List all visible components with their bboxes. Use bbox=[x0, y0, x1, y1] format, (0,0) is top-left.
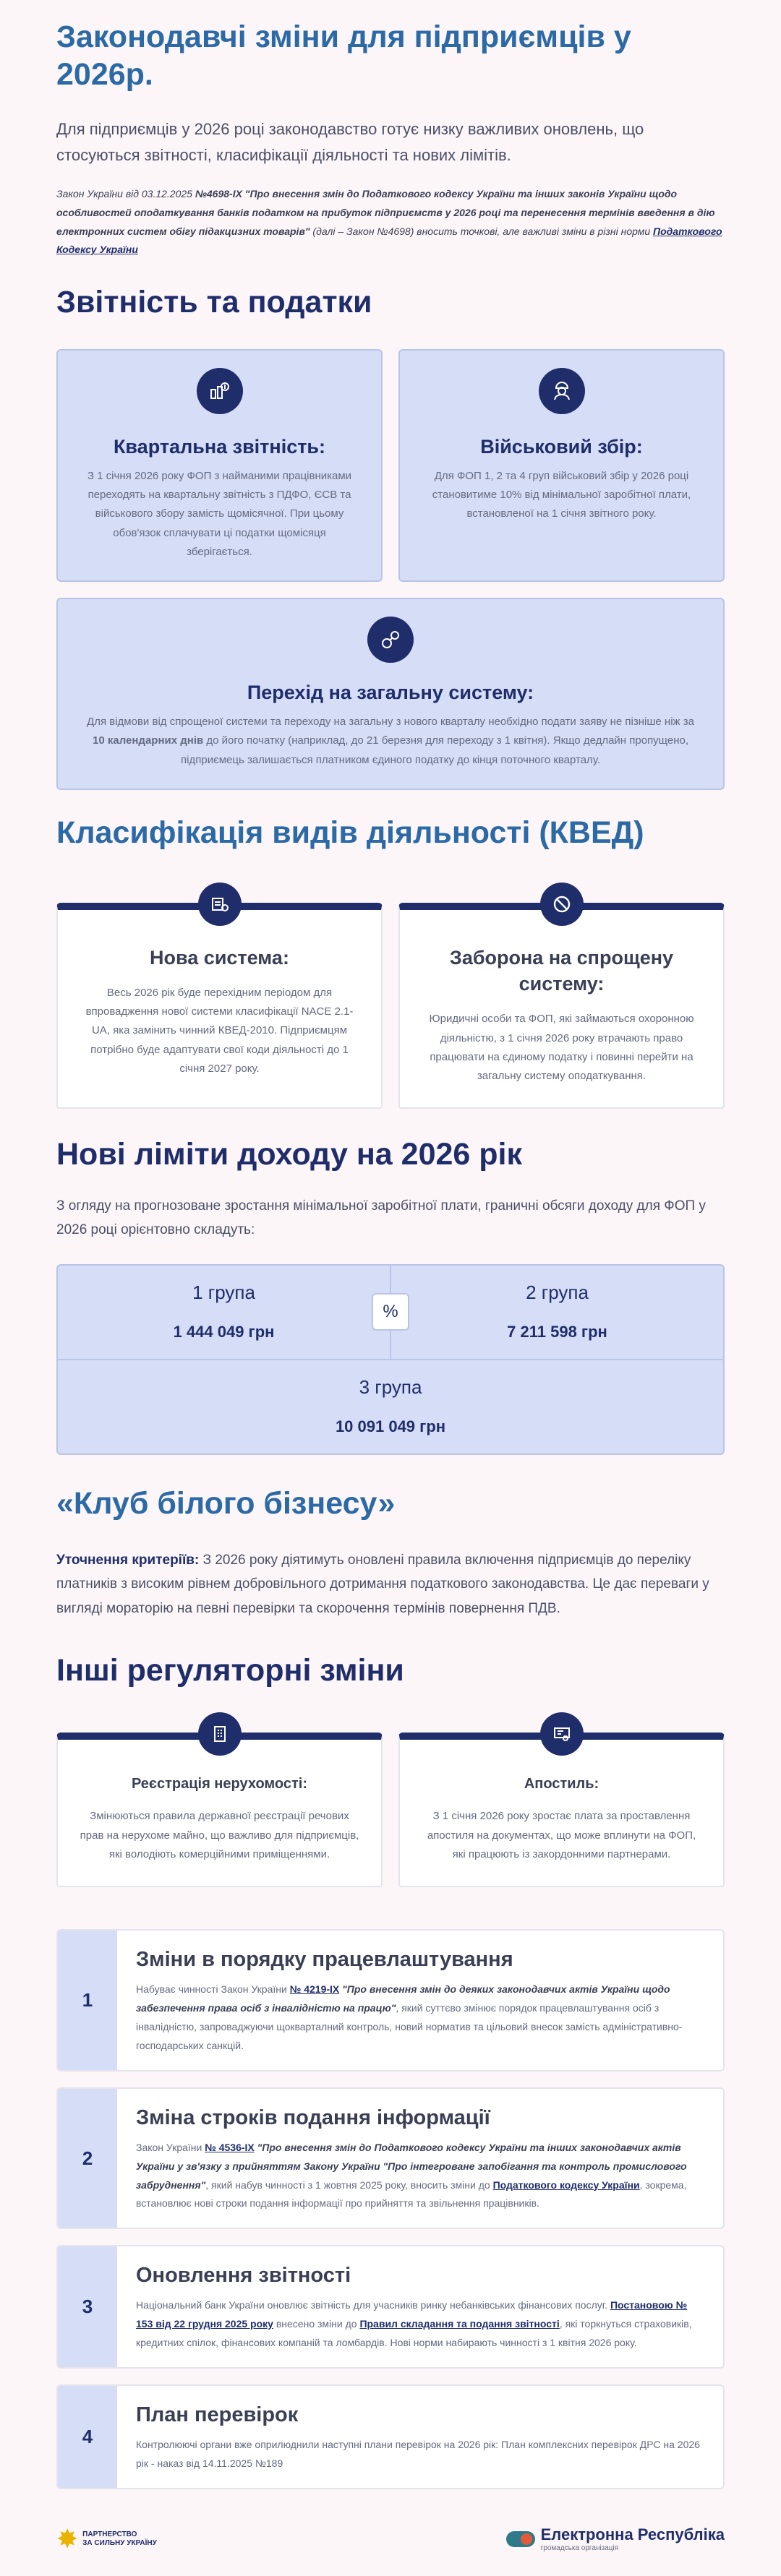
list-item bbox=[56, 2245, 725, 2369]
logo-right-name: Електронна Республіка bbox=[540, 2525, 725, 2544]
general-text-2: до його початку (наприклад, до 21 березня для переходу з 1 квітня). Якщо дедлайн пропущено, підприємець залишається платником єдиного податку до кінця поточного кварталу. bbox=[181, 734, 688, 766]
apostille-text: З 1 січня 2026 року зростає плата за проставлення апостиля на документах, що може вплинути на ФОП, які працюють із закордонними партнерами. bbox=[427, 1810, 696, 1860]
club-text bbox=[56, 1548, 725, 1620]
item-title: Зміна строків подання інформації bbox=[136, 2105, 490, 2129]
changes-list bbox=[56, 1929, 725, 2489]
tax-heading: Звітність та податки bbox=[56, 285, 372, 320]
new-system-card bbox=[56, 903, 383, 1109]
ban-card bbox=[398, 903, 725, 1109]
group-1-value: 1 444 049 грн bbox=[173, 1322, 275, 1341]
transfer-icon bbox=[367, 617, 414, 663]
item-law-title: "Про внесення змін до Податкового кодексу України та інших законодавчих актів України у зв'язку з прийняттям Закону України "Про інтегроване запобігання та контроль промислового забруднення" bbox=[136, 2141, 687, 2191]
quarterly-title: Квартальна звітність: bbox=[113, 435, 326, 458]
money-icon bbox=[197, 368, 243, 414]
item-text-a: Національний банк України оновлює звітність для учасників ринку небанківських фінансових послуг. bbox=[136, 2299, 610, 2311]
ban-icon bbox=[540, 883, 584, 926]
page-title: Законодавчі зміни для підприємців у 2026р. bbox=[56, 20, 631, 92]
law-note bbox=[56, 185, 725, 260]
group-2-name: 2 група bbox=[526, 1281, 589, 1303]
limits-heading: Нові ліміти доходу на 2026 рік bbox=[56, 1137, 522, 1172]
general-system-text bbox=[87, 713, 694, 770]
group-3-cell bbox=[58, 1360, 723, 1454]
item-title: План перевірок bbox=[136, 2403, 299, 2426]
general-deadline: 10 календарних днів bbox=[93, 734, 204, 747]
item-text-d: , зокрема, встановлює нові строки подання інформації про прийняття та звільнення працівників. bbox=[136, 2178, 687, 2210]
list-item bbox=[56, 2384, 725, 2489]
item-text bbox=[136, 2296, 704, 2353]
group-1-name: 1 група bbox=[192, 1281, 255, 1303]
military-title: Військовий збір: bbox=[480, 435, 643, 458]
law-4536-link[interactable]: № 4536-IX bbox=[205, 2141, 255, 2153]
tax-code-link[interactable]: Податкового Кодексу України bbox=[56, 225, 722, 256]
realty-card bbox=[56, 1733, 383, 1887]
other-heading: Інші регуляторні зміни bbox=[56, 1652, 404, 1688]
military-text: Для ФОП 1, 2 та 4 груп військовий збір у 2026 році становитиме 10% від мінімальної заробітної плати, встановленої на 1 січня звітного року. bbox=[432, 469, 691, 520]
item-title: Зміни в порядку працевлаштування bbox=[136, 1948, 513, 1972]
item-number: 4 bbox=[58, 2386, 117, 2488]
ban-title: Заборона на спрощену систему: bbox=[449, 946, 674, 995]
kved-heading: Класифікація видів діяльності (КВЕД) bbox=[56, 815, 644, 850]
apostille-title: Апостиль: bbox=[524, 1776, 599, 1793]
law-note-date: Закон України від 03.12.2025 bbox=[56, 187, 195, 199]
realty-title: Реєстрація нерухомості: bbox=[131, 1776, 308, 1793]
club-heading: «Клуб білого бізнесу» bbox=[56, 1485, 396, 1521]
item-text-c: внесено зміни до bbox=[273, 2318, 360, 2330]
quarterly-card bbox=[56, 349, 383, 582]
item-number: 1 bbox=[58, 1931, 117, 2070]
general-system-title: Перехід на загальну систему: bbox=[247, 682, 534, 704]
law-note-title: "Про внесення змін до Податкового кодексу України та інших законів України щодо особливостей оподаткування банків податком на прибуток підприємств у 2026 році та перенесення термінів введення в дію електронних систем обігу підакцизних товарів" bbox=[56, 187, 715, 237]
general-system-card bbox=[56, 598, 725, 790]
list-item bbox=[56, 2087, 725, 2230]
law-4219-link[interactable]: № 4219-IX bbox=[289, 1983, 340, 1996]
footer bbox=[56, 2505, 725, 2576]
logo-right-sub: громадська організація bbox=[540, 2544, 619, 2553]
group-3-name: 3 група bbox=[359, 1375, 422, 1398]
item-text-a: Набуває чинності Закон України bbox=[136, 1983, 290, 1996]
reporting-rules-link[interactable]: Правил складання та подання звітності bbox=[359, 2318, 560, 2330]
item-title: Оновлення звітності bbox=[136, 2264, 351, 2288]
logo-left-line-1: ПАРТНЕРСТВО bbox=[82, 2530, 137, 2538]
item-text-d: , які торкнуться страховиків, кредитних спілок, фінансових компаній та ломбардів. Нові норми набирають чинності з 1 квітня 2026 року. bbox=[136, 2318, 692, 2349]
limits-intro: З огляду на прогнозоване зростання мінімальної заробітної плати, граничні обсяги доходу для ФОП у 2026 році орієнтовно складуть: bbox=[56, 1198, 706, 1238]
apostille-card bbox=[398, 1733, 725, 1887]
document-icon bbox=[198, 883, 242, 926]
building-icon bbox=[198, 1712, 242, 1756]
list-item bbox=[56, 1929, 725, 2071]
percent-icon: % bbox=[372, 1293, 409, 1331]
new-system-text: Весь 2026 рік буде перехідним періодом для впровадження нової системи класифікації NACE 2.1-UA, яка замінить чинний КВЕД-2010. Підприємцям потрібно буде адаптувати свої коди діяльності до 1 січня 2027 року. bbox=[85, 986, 354, 1075]
tax-code-link-2[interactable]: Податкового кодексу України bbox=[492, 2178, 640, 2191]
item-text-c: , який суттєво змінює порядок працевлаштування осіб з інвалідністю, запроваджуючи щокварталний контроль, новий норматив та цільовий внесок замість адміністративно-господарських санкцій. bbox=[136, 2002, 683, 2051]
certificate-icon bbox=[540, 1712, 584, 1756]
item-text: Контролюючі органи вже оприлюднили наступні плани перевірок на 2026 рік: План комплексних перевірок ДРС на 2026 рік - наказ від 14.11.2025 №189 bbox=[136, 2438, 700, 2469]
realty-text: Змінюються правила державної реєстрації речових прав на нерухоме майно, що важливо для підприємців, які володіють комерційними приміщеннями. bbox=[80, 1810, 359, 1860]
group-1-cell bbox=[58, 1266, 390, 1359]
law-note-number: №4698-ІХ bbox=[195, 187, 242, 199]
partnership-logo[interactable] bbox=[56, 2524, 157, 2554]
item-number: 2 bbox=[58, 2089, 117, 2228]
erepublic-logo[interactable] bbox=[506, 2525, 725, 2552]
club-criteria-label: Уточнення критеріїв: bbox=[56, 1553, 200, 1568]
new-system-title: Нова система: bbox=[150, 946, 289, 969]
group-2-value: 7 211 598 грн bbox=[507, 1322, 607, 1341]
military-card bbox=[398, 349, 725, 582]
group-2-cell bbox=[390, 1266, 723, 1359]
limits-table bbox=[56, 1264, 725, 1455]
item-text bbox=[136, 1980, 704, 2056]
group-3-value: 10 091 049 грн bbox=[335, 1417, 446, 1435]
item-number: 3 bbox=[58, 2246, 117, 2367]
resolution-153-link[interactable]: Постановою № 153 від 22 грудня 2025 року bbox=[136, 2299, 688, 2330]
item-law-title: "Про внесення змін до деяких законодавчих актів України щодо забезпечення права осіб з інвалідністю на працю" bbox=[136, 1983, 670, 2014]
ban-text: Юридичні особи та ФОП, які займаються охоронною діяльністю, з 1 січня 2026 року втрачають право працювати на єдиному податку і повинні перейти на загальну систему оподаткування. bbox=[429, 1013, 694, 1083]
toggle-logo-icon bbox=[506, 2531, 535, 2547]
quarterly-text: З 1 січня 2026 року ФОП з найманими працівниками переходять на квартальну звітність з ПДФО, ЄСВ та військового збору замість щомісячної. При цьому обов'язок сплачувати ці податки щомісяця зберігається. bbox=[87, 469, 352, 558]
star-icon: ✸ bbox=[56, 2523, 79, 2554]
item-text bbox=[136, 2139, 704, 2214]
law-note-desc: (далі – Закон №4698) вносить точкові, але важливі зміни в різні норми bbox=[310, 225, 654, 237]
item-text-c: , який набув чинності з 1 жовтня 2025 року, вносить зміни до bbox=[205, 2178, 493, 2191]
soldier-icon bbox=[539, 368, 585, 414]
general-text-1: Для відмови від спрощеної системи та переходу на загальну з нового кварталу необхідно подати заяву не пізніше ніж за bbox=[87, 716, 694, 729]
item-text-a: Закон України bbox=[136, 2141, 205, 2153]
intro-text: Для підприємців у 2026 році законодавство готує низку важливих оновлень, що стосуються звітності, класифікації діяльності та нових лімітів. bbox=[56, 120, 644, 165]
club-body: З 2026 року діятимуть оновлені правила включення підприємців до переліку платників з високим рівнем добровільного дотримання податкового законодавства. Це дає переваги у вигляді мораторію на певні перевірки та скорочення термінів повернення ПДВ. bbox=[56, 1553, 709, 1616]
logo-left-line-2: ЗА СИЛЬНУ УКРАЇНУ bbox=[82, 2538, 157, 2547]
